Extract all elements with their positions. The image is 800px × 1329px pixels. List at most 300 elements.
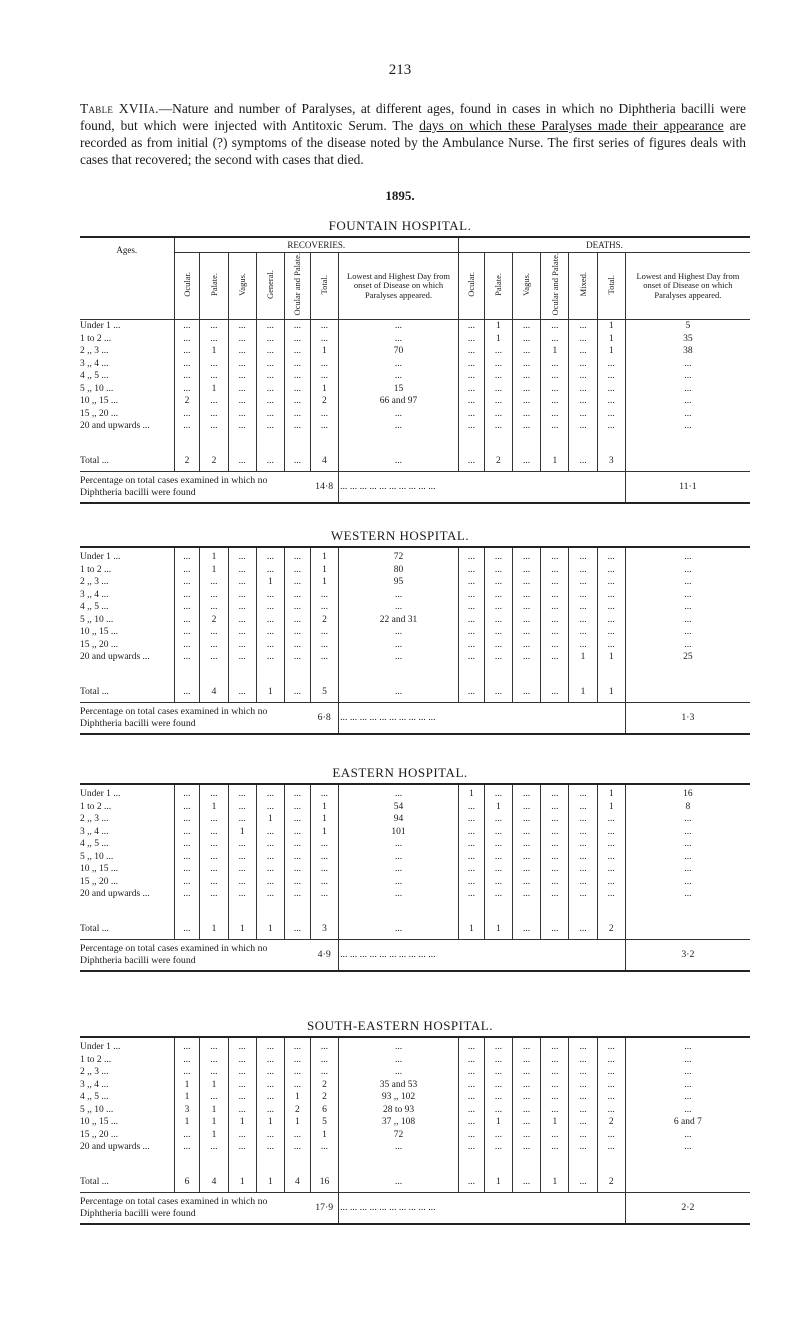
- age-label: 1 to 2 ...: [80, 801, 174, 814]
- count-cell: ...: [174, 576, 200, 589]
- count-cell: ...: [541, 1079, 569, 1092]
- count-cell: ...: [174, 788, 200, 801]
- count-cell: ...: [458, 383, 484, 396]
- total-row: [80, 921, 750, 940]
- total-cell: 2: [597, 1174, 625, 1193]
- count-cell: ...: [200, 851, 228, 864]
- day-range-cell: ...: [684, 826, 692, 837]
- table-row: [80, 1079, 750, 1092]
- total-cell: ...: [285, 684, 311, 703]
- count-cell: ...: [174, 826, 200, 839]
- age-label: 20 and upwards ...: [80, 420, 174, 433]
- count-cell: ...: [513, 614, 541, 627]
- recovery-column-header: [174, 253, 200, 320]
- recovery-column-label: Ocular and Palate.: [292, 253, 303, 316]
- count-cell: ...: [228, 345, 256, 358]
- count-cell: ...: [174, 589, 200, 602]
- day-range-cell: ...: [684, 864, 692, 874]
- count-cell: ...: [513, 1104, 541, 1117]
- count-cell: ...: [256, 1141, 284, 1154]
- count-cell: ...: [256, 370, 284, 383]
- table-row: [80, 601, 750, 614]
- table-row: [80, 1116, 750, 1129]
- count-cell: ...: [310, 838, 338, 851]
- count-cell: 1: [484, 320, 512, 333]
- table-row: [80, 395, 750, 408]
- count-cell: ...: [285, 1041, 311, 1054]
- count-cell: ...: [541, 813, 569, 826]
- count-cell: ...: [310, 1054, 338, 1067]
- total-label: Total ...: [80, 921, 174, 940]
- age-label: Under 1 ...: [80, 788, 174, 801]
- death-column-label: Palate.: [493, 272, 504, 296]
- count-cell: ...: [458, 1054, 484, 1067]
- total-cell: 5: [310, 684, 338, 703]
- age-label: Under 1 ...: [80, 1041, 174, 1054]
- count-cell: ...: [458, 320, 484, 333]
- count-cell: 2: [285, 1104, 311, 1117]
- count-cell: 1: [228, 826, 256, 839]
- total-cell: 4: [285, 1174, 311, 1193]
- count-cell: 1: [200, 564, 228, 577]
- day-range-cell: ...: [684, 396, 692, 407]
- percentage-dots: ... ... ... ... ... ... ... ... ... ...: [339, 939, 626, 970]
- count-cell: ...: [256, 651, 284, 664]
- total-cell: 4: [200, 1174, 228, 1193]
- table-row: [80, 863, 750, 876]
- count-cell: ...: [458, 345, 484, 358]
- total-cell: ...: [228, 684, 256, 703]
- total-cell: 1: [569, 684, 597, 703]
- hospital-title: SOUTH-EASTERN HOSPITAL.: [307, 1018, 493, 1033]
- count-cell: ...: [569, 1116, 597, 1129]
- count-cell: ...: [513, 420, 541, 433]
- total-row: [80, 1174, 750, 1193]
- count-cell: ...: [228, 576, 256, 589]
- table-row: [80, 1091, 750, 1104]
- age-label: 15 ,, 20 ...: [80, 876, 174, 889]
- count-cell: ...: [597, 813, 625, 826]
- age-label: 15 ,, 20 ...: [80, 1129, 174, 1142]
- percentage-row: [80, 1192, 750, 1223]
- count-cell: ...: [310, 651, 338, 664]
- day-range-cell: 28 to 93: [339, 1104, 459, 1117]
- age-label: 15 ,, 20 ...: [80, 408, 174, 421]
- table-row: [80, 370, 750, 383]
- count-cell: ...: [569, 1054, 597, 1067]
- count-cell: 1: [256, 1116, 284, 1129]
- count-cell: ...: [597, 626, 625, 639]
- count-cell: 1: [174, 1079, 200, 1092]
- age-label: 3 ,, 4 ...: [80, 589, 174, 602]
- count-cell: ...: [484, 1091, 512, 1104]
- recovery-column-header: [256, 253, 284, 320]
- ages-header: Ages.: [80, 237, 174, 320]
- count-cell: ...: [174, 813, 200, 826]
- count-cell: ...: [458, 614, 484, 627]
- count-cell: ...: [569, 1091, 597, 1104]
- day-range-cell: ...: [684, 851, 692, 862]
- death-column-label: Total.: [605, 274, 616, 295]
- total-cell: ...: [256, 453, 284, 472]
- count-cell: ...: [228, 626, 256, 639]
- age-label: 4 ,, 5 ...: [80, 601, 174, 614]
- count-cell: ...: [484, 1054, 512, 1067]
- count-cell: ...: [285, 1129, 311, 1142]
- count-cell: ...: [513, 813, 541, 826]
- count-cell: ...: [569, 1129, 597, 1142]
- count-cell: ...: [484, 1129, 512, 1142]
- count-cell: ...: [484, 1141, 512, 1154]
- count-cell: ...: [597, 589, 625, 602]
- count-cell: ...: [541, 1129, 569, 1142]
- count-cell: ...: [285, 1079, 311, 1092]
- count-cell: ...: [569, 589, 597, 602]
- total-cell: [625, 921, 750, 940]
- count-cell: ...: [569, 1104, 597, 1117]
- day-range-cell: ...: [339, 639, 459, 652]
- count-cell: ...: [256, 395, 284, 408]
- age-label: 5 ,, 10 ...: [80, 383, 174, 396]
- caption-text-2: are recorded as from initial (?) symptoms of the disease noted by the Ambulance Nurse. The first series of figures deals with cases that recovered; the second with cases that died.: [80, 118, 746, 167]
- count-cell: 1: [310, 1129, 338, 1142]
- recovery-lowest-header: Lowest and Highest Day from onset of Disease on which Paralyses appeared.: [339, 253, 459, 320]
- total-cell: ...: [339, 921, 459, 940]
- count-cell: ...: [228, 1066, 256, 1079]
- total-cell: ...: [228, 453, 256, 472]
- count-cell: 2: [310, 1079, 338, 1092]
- count-cell: ...: [228, 639, 256, 652]
- percentage-deaths: 3·2: [681, 948, 695, 960]
- count-cell: 1: [541, 1116, 569, 1129]
- age-label: 20 and upwards ...: [80, 888, 174, 901]
- count-cell: ...: [541, 1041, 569, 1054]
- count-cell: ...: [256, 1054, 284, 1067]
- count-cell: ...: [174, 801, 200, 814]
- count-cell: ...: [285, 651, 311, 664]
- count-cell: ...: [228, 1091, 256, 1104]
- table-row: [80, 801, 750, 814]
- day-range-cell: ...: [684, 552, 692, 562]
- count-cell: ...: [285, 888, 311, 901]
- count-cell: ...: [541, 395, 569, 408]
- percentage-deaths: 11·1: [679, 480, 697, 492]
- count-cell: ...: [200, 863, 228, 876]
- count-cell: ...: [174, 345, 200, 358]
- count-cell: ...: [284, 320, 310, 333]
- count-cell: 1: [174, 1116, 200, 1129]
- percentage-row: [80, 471, 750, 502]
- count-cell: ...: [256, 345, 284, 358]
- count-cell: ...: [228, 370, 256, 383]
- count-cell: ...: [310, 333, 338, 346]
- table-row: [80, 851, 750, 864]
- count-cell: ...: [569, 395, 597, 408]
- age-label: 4 ,, 5 ...: [80, 370, 174, 383]
- count-cell: ...: [200, 626, 228, 639]
- count-cell: ...: [513, 383, 541, 396]
- count-cell: ...: [200, 408, 228, 421]
- count-cell: 2: [310, 1091, 338, 1104]
- count-cell: ...: [541, 863, 569, 876]
- count-cell: ...: [200, 876, 228, 889]
- count-cell: ...: [256, 1079, 284, 1092]
- count-cell: ...: [458, 801, 484, 814]
- count-cell: ...: [228, 408, 256, 421]
- day-range-cell: ...: [339, 420, 459, 433]
- percentage-dots: ... ... ... ... ... ... ... ... ... ...: [339, 1192, 626, 1223]
- count-cell: ...: [569, 408, 597, 421]
- count-cell: ...: [200, 788, 228, 801]
- count-cell: ...: [228, 358, 256, 371]
- count-cell: 1: [200, 1079, 228, 1092]
- table-row: [80, 1066, 750, 1079]
- day-range-cell: ...: [684, 1042, 692, 1052]
- table-row: [80, 358, 750, 371]
- spacer-row: [80, 1154, 750, 1174]
- count-cell: ...: [174, 370, 200, 383]
- age-label: 4 ,, 5 ...: [80, 838, 174, 851]
- count-cell: ...: [174, 333, 200, 346]
- count-cell: ...: [200, 838, 228, 851]
- count-cell: ...: [458, 358, 484, 371]
- count-cell: 1: [597, 333, 625, 346]
- count-cell: ...: [200, 320, 228, 333]
- count-cell: ...: [569, 420, 597, 433]
- count-cell: ...: [569, 863, 597, 876]
- total-cell: 2: [200, 453, 228, 472]
- day-range-cell: 72: [339, 551, 459, 564]
- total-label: Total ...: [80, 453, 174, 472]
- count-cell: 1: [484, 333, 512, 346]
- count-cell: ...: [310, 370, 338, 383]
- count-cell: ...: [200, 576, 228, 589]
- count-cell: 1: [484, 801, 512, 814]
- day-range-cell: ...: [684, 639, 692, 650]
- count-cell: ...: [541, 801, 569, 814]
- count-cell: ...: [200, 420, 228, 433]
- count-cell: ...: [310, 788, 338, 801]
- count-cell: ...: [513, 851, 541, 864]
- count-cell: ...: [200, 333, 228, 346]
- total-cell: [625, 684, 750, 703]
- count-cell: ...: [513, 1066, 541, 1079]
- count-cell: ...: [458, 639, 484, 652]
- count-cell: 1: [458, 788, 484, 801]
- count-cell: ...: [597, 358, 625, 371]
- count-cell: ...: [513, 626, 541, 639]
- count-cell: 1: [200, 1129, 228, 1142]
- count-cell: ...: [256, 863, 284, 876]
- count-cell: ...: [458, 851, 484, 864]
- day-range-cell: ...: [684, 602, 692, 612]
- count-cell: ...: [541, 639, 569, 652]
- count-cell: ...: [310, 420, 338, 433]
- count-cell: ...: [597, 370, 625, 383]
- age-label: 15 ,, 20 ...: [80, 639, 174, 652]
- count-cell: ...: [174, 888, 200, 901]
- count-cell: ...: [174, 863, 200, 876]
- age-label: 10 ,, 15 ...: [80, 626, 174, 639]
- count-cell: ...: [200, 651, 228, 664]
- count-cell: ...: [569, 601, 597, 614]
- count-cell: ...: [174, 564, 200, 577]
- header-row: [80, 237, 750, 253]
- count-cell: ...: [228, 1079, 256, 1092]
- age-label: Under 1 ...: [80, 320, 174, 333]
- count-cell: ...: [541, 1054, 569, 1067]
- count-cell: ...: [285, 863, 311, 876]
- count-cell: 3: [174, 1104, 200, 1117]
- day-range-cell: ...: [684, 408, 692, 419]
- count-cell: ...: [597, 395, 625, 408]
- day-range-cell: ...: [339, 358, 459, 371]
- count-cell: ...: [513, 888, 541, 901]
- count-cell: ...: [484, 370, 512, 383]
- count-cell: ...: [597, 863, 625, 876]
- count-cell: ...: [285, 551, 311, 564]
- death-column-header: [597, 253, 625, 320]
- total-cell: 1: [484, 1174, 512, 1193]
- count-cell: ...: [513, 1129, 541, 1142]
- day-range-cell: ...: [684, 839, 692, 849]
- count-cell: ...: [569, 345, 597, 358]
- age-label: 20 and upwards ...: [80, 651, 174, 664]
- count-cell: ...: [541, 564, 569, 577]
- count-cell: ...: [597, 1104, 625, 1117]
- count-cell: ...: [200, 370, 228, 383]
- count-cell: ...: [597, 851, 625, 864]
- table-row: [80, 320, 750, 333]
- count-cell: ...: [228, 589, 256, 602]
- count-cell: ...: [285, 639, 311, 652]
- count-cell: ...: [256, 1091, 284, 1104]
- day-range-cell: ...: [684, 358, 692, 369]
- death-column-label: Ocular.: [466, 271, 477, 297]
- count-cell: ...: [285, 601, 311, 614]
- age-label: 10 ,, 15 ...: [80, 395, 174, 408]
- count-cell: ...: [569, 1079, 597, 1092]
- count-cell: ...: [200, 395, 228, 408]
- day-range-cell: ...: [684, 564, 692, 575]
- count-cell: ...: [458, 651, 484, 664]
- count-cell: ...: [228, 838, 256, 851]
- count-cell: ...: [458, 1129, 484, 1142]
- death-column-header: [569, 253, 597, 320]
- count-cell: 1: [285, 1091, 311, 1104]
- count-cell: 5: [310, 1116, 338, 1129]
- total-label: Total ...: [80, 1174, 174, 1193]
- count-cell: ...: [513, 1079, 541, 1092]
- count-cell: ...: [174, 1141, 200, 1154]
- count-cell: ...: [458, 876, 484, 889]
- count-cell: 1: [484, 1116, 512, 1129]
- count-cell: ...: [228, 420, 256, 433]
- total-cell: 16: [310, 1174, 338, 1193]
- page-number: 213: [388, 62, 412, 78]
- count-cell: ...: [284, 333, 310, 346]
- count-cell: 1: [310, 801, 338, 814]
- count-cell: ...: [541, 614, 569, 627]
- count-cell: ...: [458, 564, 484, 577]
- count-cell: ...: [228, 888, 256, 901]
- recovery-column-header: [200, 253, 228, 320]
- hospital-title: FOUNTAIN HOSPITAL.: [328, 218, 472, 233]
- count-cell: 1: [310, 813, 338, 826]
- total-cell: 1: [541, 453, 569, 472]
- table-row: [80, 888, 750, 901]
- day-range-cell: 16: [683, 789, 693, 799]
- count-cell: ...: [256, 383, 284, 396]
- count-cell: ...: [174, 1041, 200, 1054]
- deaths-header: DEATHS.: [458, 237, 750, 253]
- table-row: [80, 408, 750, 421]
- total-cell: 1: [228, 921, 256, 940]
- count-cell: ...: [597, 420, 625, 433]
- count-cell: ...: [513, 801, 541, 814]
- count-cell: ...: [285, 614, 311, 627]
- age-label: 2 ,, 3 ...: [80, 1066, 174, 1079]
- day-range-cell: 35 and 53: [339, 1079, 459, 1092]
- count-cell: ...: [597, 838, 625, 851]
- total-cell: [625, 453, 750, 472]
- total-cell: ...: [339, 453, 459, 472]
- recovery-column-label: Ocular.: [181, 271, 192, 297]
- count-cell: ...: [256, 358, 284, 371]
- table-row: [80, 333, 750, 346]
- count-cell: ...: [174, 639, 200, 652]
- count-cell: ...: [228, 876, 256, 889]
- count-cell: ...: [541, 876, 569, 889]
- recoveries-header: RECOVERIES.: [174, 237, 458, 253]
- total-cell: 1: [458, 921, 484, 940]
- table-row: [80, 345, 750, 358]
- count-cell: ...: [597, 1091, 625, 1104]
- hospital-table: [80, 783, 750, 970]
- count-cell: ...: [310, 1141, 338, 1154]
- count-cell: ...: [310, 876, 338, 889]
- count-cell: ...: [541, 420, 569, 433]
- count-cell: ...: [484, 851, 512, 864]
- day-range-cell: 8: [685, 801, 691, 812]
- section-bottom-rule: [80, 970, 750, 972]
- day-range-cell: ...: [339, 1141, 459, 1154]
- count-cell: ...: [174, 626, 200, 639]
- count-cell: ...: [541, 1141, 569, 1154]
- count-cell: ...: [569, 876, 597, 889]
- count-cell: ...: [597, 564, 625, 577]
- total-row: [80, 684, 750, 703]
- count-cell: ...: [513, 1054, 541, 1067]
- count-cell: 1: [569, 651, 597, 664]
- day-range-cell: ...: [684, 1079, 692, 1090]
- percentage-recoveries: 17·9: [310, 1192, 338, 1223]
- day-range-cell: ...: [339, 788, 459, 801]
- day-range-cell: 70: [339, 345, 459, 358]
- total-cell: ...: [569, 921, 597, 940]
- count-cell: ...: [541, 1091, 569, 1104]
- count-cell: ...: [484, 589, 512, 602]
- count-cell: 6: [310, 1104, 338, 1117]
- count-cell: ...: [597, 1066, 625, 1079]
- spacer-row: [80, 664, 750, 684]
- percentage-row: [80, 702, 750, 733]
- count-cell: ...: [284, 408, 310, 421]
- count-cell: 1: [597, 788, 625, 801]
- percentage-label: Percentage on total cases examined in which no Diphtheria bacilli were found: [80, 705, 268, 729]
- count-cell: 1: [285, 1116, 311, 1129]
- count-cell: ...: [541, 576, 569, 589]
